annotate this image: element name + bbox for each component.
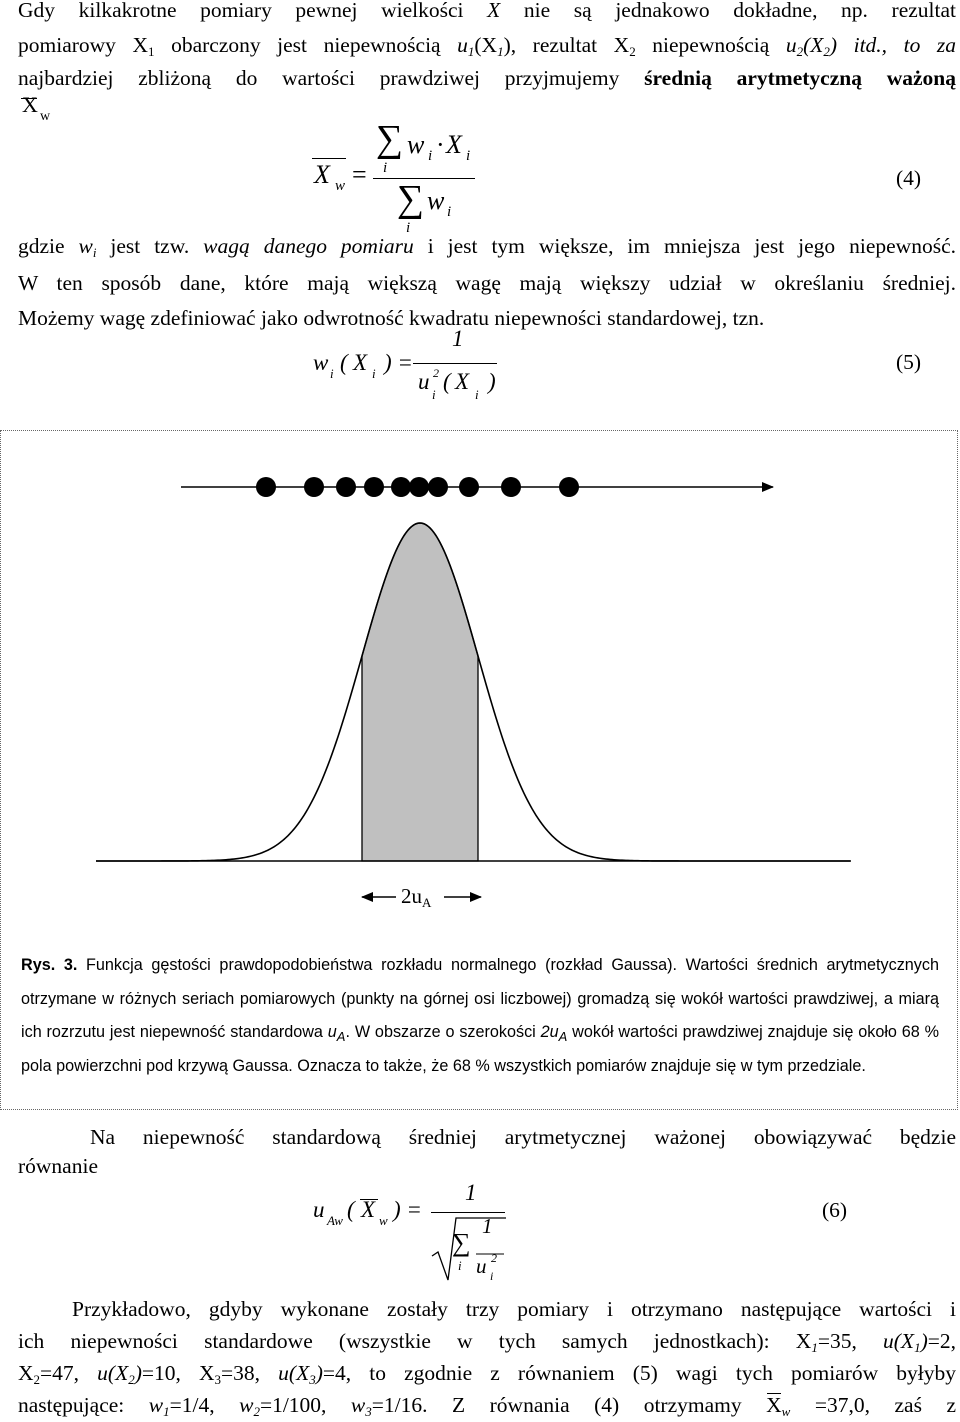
subscript: w — [781, 1404, 791, 1419]
index: i — [330, 366, 334, 381]
measurement-point — [428, 477, 448, 497]
equation-number: (6) — [822, 1198, 848, 1222]
subscript: Aw — [327, 1213, 343, 1228]
text: Gdy kilkakrotne pomiary pewnej wielkości — [18, 0, 488, 22]
paragraph-weight-line2 — [18, 268, 956, 299]
fraction-line — [373, 178, 475, 179]
subscript: 3 — [309, 1372, 316, 1387]
xw-symbol — [766, 1390, 782, 1421]
subscript: i — [92, 245, 97, 260]
text: u — [457, 33, 468, 57]
text: =38, — [221, 1361, 279, 1385]
text: Możemy wagę zdefiniować jako odwrotność kwadratu niepewności standardowej, tzn. — [18, 306, 765, 330]
symbol-x: X — [361, 1197, 376, 1222]
equals-sign: = — [352, 160, 367, 189]
equation-number: (4) — [896, 166, 922, 190]
symbol-x: X — [22, 92, 38, 117]
subscript: 1 — [148, 44, 155, 59]
text: =4, to zgodnie z równaniem (5) wagi tych pomiarów byłyby — [322, 1361, 956, 1385]
bold-term: średnią arytmetyczną ważoną — [644, 66, 956, 90]
subscript: 1 — [467, 44, 475, 59]
text: gdzie — [18, 234, 79, 258]
text: Na niepewność standardową średniej arytmetycznej ważonej obowiązywać będzie — [90, 1125, 956, 1149]
symbol-w: w — [379, 1213, 388, 1228]
subscript: 1 — [163, 1404, 170, 1419]
symbol-u: u — [476, 1254, 487, 1278]
measurement-point — [364, 477, 384, 497]
text: 2u — [401, 884, 422, 908]
paragraph-intro-line3 — [18, 63, 956, 94]
text: ) — [920, 1329, 928, 1353]
text: u — [785, 33, 797, 57]
text: u(X — [97, 1361, 129, 1385]
index: i — [432, 387, 436, 402]
subscript: A — [558, 1029, 568, 1045]
text: ) — [134, 1361, 142, 1385]
subscript: A — [336, 1029, 346, 1045]
subscript: 2 — [33, 1372, 41, 1387]
measurement-point — [256, 477, 276, 497]
measurement-point — [459, 477, 479, 497]
text: W ten sposób dane, które mają większą wagę mają większy udział w określaniu średniej. — [18, 271, 956, 295]
text: u — [327, 1023, 337, 1042]
figure-gaussian — [0, 430, 958, 1110]
index: i — [447, 204, 452, 220]
paragraph-example-line3 — [18, 1358, 956, 1389]
symbol-x: X — [446, 130, 462, 159]
text: 2u — [540, 1023, 559, 1042]
numerator: 1 — [482, 1214, 493, 1238]
subscript: 1 — [497, 44, 504, 59]
symbol-w: w — [313, 350, 329, 375]
index: i — [428, 148, 433, 164]
text: wokół wartości prawdziwej znajduje się około 68 % pola powierzchni pod krzywą Gaussa. Oznacza to także, że 68 % wszystkich pomiarów znajduje się w tym przedziale. — [21, 1023, 940, 1075]
text: u(X — [278, 1361, 310, 1385]
text: u(X — [883, 1329, 915, 1353]
fraction-line — [413, 363, 497, 364]
text: =1/100, — [259, 1393, 351, 1417]
text: w — [350, 1393, 366, 1417]
subscript: 1 — [914, 1340, 921, 1355]
subscript: 1 — [811, 1340, 818, 1355]
index: i — [475, 387, 479, 402]
text: =35, — [817, 1329, 884, 1353]
text: =2, — [927, 1329, 956, 1353]
paren: ( — [340, 350, 348, 375]
text: (X — [803, 33, 824, 57]
subscript: 2 — [253, 1404, 260, 1419]
sum-sign: ∑ — [376, 118, 404, 160]
subscript: 3 — [214, 1372, 222, 1387]
paragraph-intro-line2 — [18, 30, 956, 61]
text: X — [18, 1361, 34, 1385]
fraction-line — [431, 1212, 505, 1213]
text: ich niepewności standardowe (wszystkie w tych samych jednostkach): X — [18, 1329, 812, 1353]
measurement-point — [501, 477, 521, 497]
gaussian-plot — [1, 431, 957, 951]
text: =47, — [40, 1361, 98, 1385]
exponent: 2 — [433, 366, 439, 380]
text: X — [487, 0, 501, 22]
measurement-point — [336, 477, 356, 497]
text: ), rezultat X — [503, 33, 630, 57]
subscript: 2 — [823, 44, 830, 59]
text: Przykładowo, gdyby wykonane zostały trzy pomiary i otrzymano następujące wartości i — [72, 1297, 956, 1321]
text: niepewnością — [635, 33, 786, 57]
text: i jest tym większe, im mniejsza jest jego niepewność. — [413, 234, 956, 258]
index: i — [458, 1258, 462, 1273]
text: w — [78, 234, 93, 258]
text: =37,0, zaś z — [790, 1393, 956, 1417]
text: równanie — [18, 1154, 98, 1178]
text: obarczony jest niepewnością — [154, 33, 458, 57]
text: najbardziej zbliżoną do wartości prawdziwej przyjmujemy — [18, 66, 645, 90]
text: nie są jednakowo dokładne, np. rezultat — [500, 0, 957, 22]
symbol-u: u — [418, 369, 430, 394]
dot: · — [436, 130, 445, 159]
subscript: 2 — [629, 44, 636, 59]
index: i — [490, 1269, 494, 1283]
figure-caption — [1, 949, 959, 1083]
text: w — [148, 1393, 164, 1417]
overline — [312, 158, 346, 159]
sum-sign: ∑ — [452, 1228, 471, 1257]
text: pomiarowy X — [18, 33, 149, 57]
symbol-w: w — [40, 109, 51, 124]
width-label — [401, 884, 431, 909]
text: =10, X — [141, 1361, 215, 1385]
subscript: 2 — [796, 44, 804, 59]
subscript: A — [422, 895, 432, 910]
measurement-point — [391, 477, 411, 497]
subscript: 3 — [365, 1404, 372, 1419]
measurement-point — [559, 477, 579, 497]
text: =1/4, — [169, 1393, 240, 1417]
symbol-w: w — [335, 178, 346, 194]
text: =1/16. Z równania (4) otrzymamy — [371, 1393, 767, 1417]
symbol-x: X — [314, 160, 330, 189]
text: ) itd., to za — [829, 33, 957, 57]
equation-number: (5) — [896, 350, 922, 374]
paren: ( — [347, 1197, 355, 1222]
text: Funkcja gęstości prawdopodobieństwa rozkładu normalnego (rozkład Gaussa). Wartości średnich arytmetycznych otrzymane w różnych seriach pomiarowych (punkty na górnej osi liczbowej) gromadzą się wokół wartości prawdziwej, a miarą ich rozrzutu jest niepewność standardowa — [21, 956, 939, 1042]
index: i — [406, 220, 411, 236]
text: . W obszarze o szerokości — [345, 1023, 541, 1042]
index: i — [372, 366, 376, 381]
text: jest tzw. — [96, 234, 204, 258]
text: w — [239, 1393, 254, 1417]
exponent: 2 — [491, 1251, 497, 1265]
caption-label: Rys. 3. — [21, 956, 78, 974]
subscript: 2 — [128, 1372, 135, 1387]
paragraph-example-line1 — [18, 1294, 956, 1325]
equals-sign: ) = — [393, 1197, 422, 1222]
symbol-x: X — [353, 350, 368, 375]
symbol-u: u — [313, 1197, 325, 1222]
paragraph-uncertainty-line1 — [18, 1122, 956, 1153]
text: ) — [315, 1361, 323, 1385]
paragraph-intro-line1 — [18, 0, 956, 26]
symbol-w: w — [427, 186, 445, 215]
symbol-w: w — [407, 130, 425, 159]
measurement-point — [409, 477, 429, 497]
paragraph-weight-line1 — [18, 231, 956, 262]
equals-sign: ) = — [384, 350, 413, 375]
paragraph-uncertainty-line2 — [18, 1151, 956, 1182]
sum-sign: ∑ — [397, 178, 425, 220]
paren: ( — [443, 369, 451, 394]
paragraph-example-line4 — [18, 1390, 956, 1421]
numerator: 1 — [465, 1180, 477, 1205]
text: X — [766, 1393, 782, 1417]
paragraph-weight-line3 — [18, 303, 956, 334]
index: i — [466, 148, 471, 164]
paragraph-example-line2 — [18, 1326, 956, 1357]
text: następujące: — [18, 1393, 149, 1417]
text: (X — [474, 33, 498, 57]
index: i — [383, 160, 388, 176]
italic-term: wagą danego pomiaru — [203, 234, 414, 258]
symbol-x: X — [455, 369, 470, 394]
paren: ) — [488, 369, 496, 394]
numerator: 1 — [452, 326, 464, 351]
measurement-point — [304, 477, 324, 497]
shaded-area — [362, 523, 478, 861]
